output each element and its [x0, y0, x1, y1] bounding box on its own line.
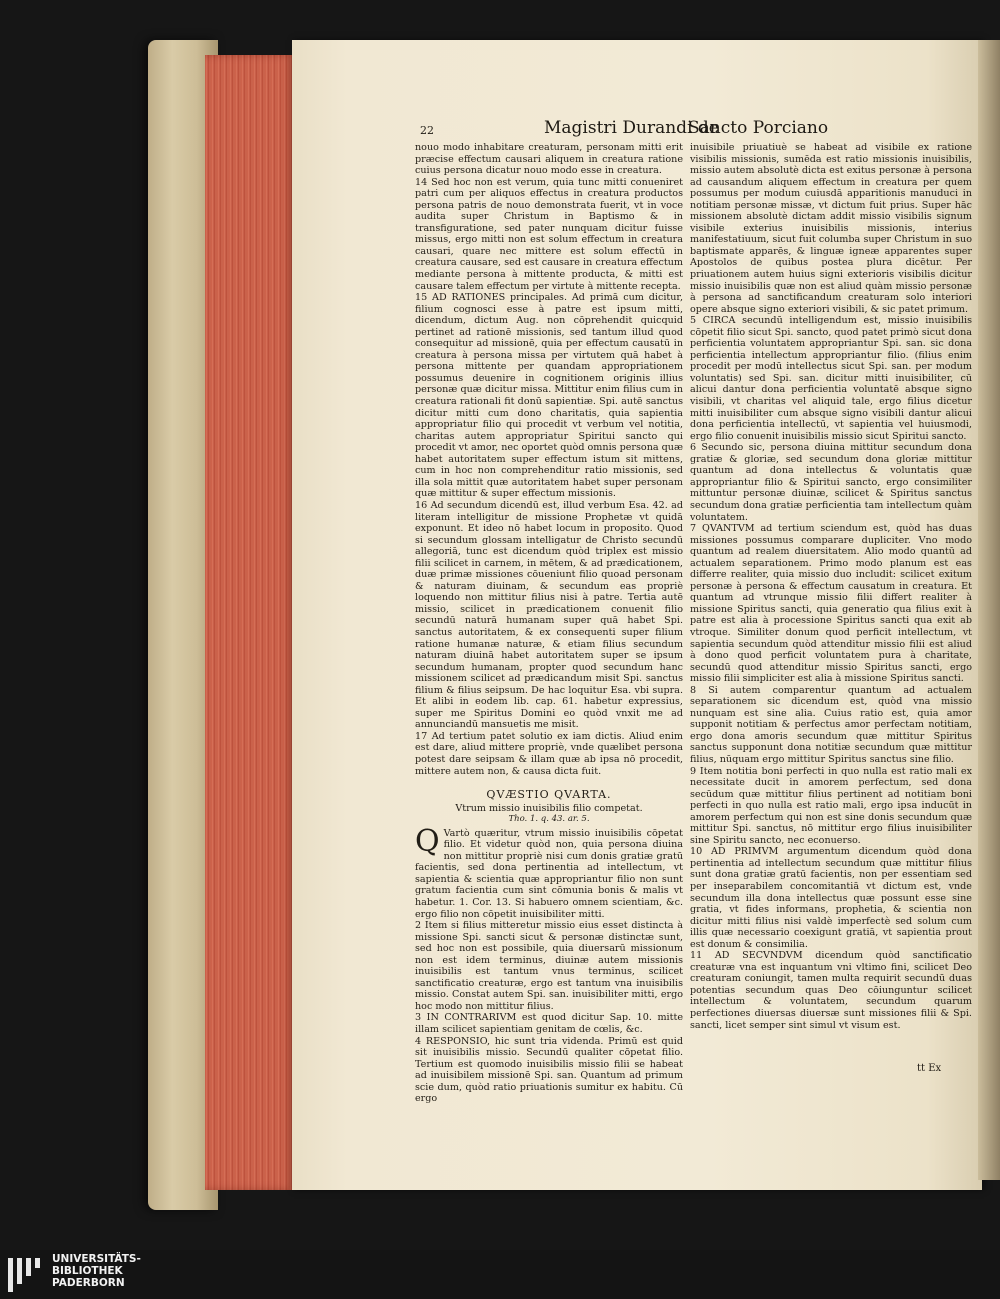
catchword: tt Ex [917, 1063, 942, 1074]
paragraph-5: 5 CIRCA secundū intelligendum est, missio inuisibilis cōpetit filio sicut Spi. sancto, quod patet primò sicut dona perficientia voluntatem appropriantur Spi. san. sic dona perficientia intellectum appropriantur filio. (filius enim procedit per modū intellectus sicut Spi. san. per modum voluntatis) sed Spi. san. dicitur mitti inuisibiliter, cū alicui dantur dona perficientia voluntatē absque signo visibili, vt charitas vel aliquid tale, ergo filius dicetur mitti inuisibiliter cum absque signo visibili dantur alicui dona perficientia intellectū, vt sapientia vel huiusmodi, ergo filio conuenit inuisibilis missio sicut Spiritui sancto. [690, 315, 972, 442]
right-text-column [690, 142, 972, 1072]
paragraph-17: 17 Ad tertium patet solutio ex iam dictis. Aliud enim est dare, aliud mittere propriè, vnde quælibet persona potest dare seipsam & illam quæ ab ipsa nō procedit, mittere autem non, & causa dicta fuit. [415, 730, 683, 777]
paragraph-10: 10 AD PRIMVM argumentum dicendum quòd dona pertinentia ad intellectum secundum quæ mittitur filius sunt dona gratiæ gratū facientis, non per essentiam sed per inseparabilem concomitantiā vt dictum est, vnde secundum illa dona intellectus quæ possunt esse sine gratia, vt fides informans, prophetia, & scientia non dicitur mitti filius nisi valdè imperfectè sed solum cum illis quæ necessario coexigunt gratiā, vt sapientia prout est donum & consimilia. [690, 846, 972, 950]
paragraph-1-text: Vartò quæritur, vtrum missio inuisibilis cōpetat filio. Et videtur quòd non, quia persona diuina non mittitur propriè nisi cum donis gratiæ gratū facientis, sed dona pertinentia ad intellectum, vt sapientia & scientia quæ appropriantur filio non sunt gratum facientia cum sint cōmunia bonis & malis vt habetur. 1. Cor. 13. Si habuero omnem scientiam, &c. ergo filio non cōpetit inuisibiliter mitti. [415, 827, 683, 920]
paragraph-7: 7 QVANTVM ad tertium sciendum est, quòd has duas missiones possumus comparare dupliciter. Vno modo quantum ad realem diuersitatem. Alio modo quantū ad actualem separationem. Primo modo planum est eas differre realiter, quia missio duo includit: scilicet exitum personæ à persona & effectum causatum in creatura. Et quantum ad vtrunque missio filii differt realiter à missione Spiritus sancti, quia generatio qua filius exit à patre est alia à processione Spiritus sancti qua exit ab vtroque. Similiter donum quod perficit intellectum, vt sapientia secundum quòd attenditur missio filii est aliud à dono quod perficit voluntatem pura à charitate, secundū quod attenditur missio Spiritus sancti, ergo missio filii simpliciter est alia à missione Spiritus sancti. [690, 523, 972, 685]
question-subtitle: Vtrum missio inuisibilis filio competat. [455, 802, 643, 814]
library-logo-icon [8, 1258, 42, 1292]
paragraph: nouo modo inhabitare creaturam, personam mitti erit præcise effectum causari aliquem in creatura ratione cuius persona dicatur nouo modo esse in creatura. [415, 142, 683, 177]
left-text-column [415, 142, 683, 1105]
drop-cap: Q [415, 823, 440, 859]
paragraph-8: 8 Si autem comparentur quantum ad actualem separationem sic dicendum est, quòd vna missio nunquam est sine alia. Cuius ratio est, quia amor supponit notitiam & perfectus amor perfectam notitiam, ergo dona amoris secundum quæ mittitur Spiritus sanctus supponunt dona notitiæ secundum quæ mittitur filius, nūquam ergo mittitur Spiritus sanctus sine filio. [690, 684, 972, 765]
running-head [420, 118, 980, 142]
right-page-curl [978, 40, 1000, 1180]
running-head-right: Sancto Porciano [688, 118, 829, 138]
library-name-line1: UNIVERSITÄTS- [52, 1253, 141, 1265]
paragraph-6: 6 Secundo sic, persona diuina mittitur secundum dona gratiæ & gloriæ, sed secundum dona gloriæ mittitur quantum ad dona intellectus & voluntatis quæ appropriantur filio & Spiritui sancto, ergo consimiliter mittuntur personæ diuinæ, scilicet & Spiritus sanctus secundum dona gratiæ perficientia tam intellectum quàm voluntatem. [690, 442, 972, 523]
paragraph: inuisibile priuatiuè se habeat ad visibile ex ratione visibilis missionis, sumēda est ratio missionis inuisibilis, missio autem absolutè dicta est exitus personæ à persona ad causandum aliquem effectum in creatura per quem possumus per modum cuiusdā apparitionis manuduci in notitiam personæ missæ, vt dictum fuit prius. Super hāc missionem absolutè dictam addit missio visibilis signum visibile exterius inuisibilis missionis, interius manifestatiuum, sicut fuit columba super Christum in suo baptismate apparēs, & linguæ igneæ apparentes super Apostolos de quibus postea plura dicētur. Per priuationem autem huius signi exterioris visibilis dicitur missio inuisibilis quæ non est aliud quàm missio personæ à persona ad sanctificandum creaturam solo interiori opere absque signo exteriori visibili, & sic patet primum. [690, 142, 972, 315]
library-name-line3: PADERBORN [52, 1277, 125, 1289]
question-reference: Tho. 1. q. 43. ar. 5. [508, 814, 590, 825]
paragraph-15: 15 AD RATIONES principales. Ad primā cum dicitur, filium cognosci esse à patre est ipsum mitti, dicendum, dictum Aug. non cōprehendit quicquid pertinet ad rationē missionis, sed tantum illud quod consequitur ad missionē, quia per effectum causatū in creatura à persona missa per virtutem quā habet à persona mittente per quandam appropriationem possumus deuenire in cognitionem originis illius personæ quæ dicitur missa. Mittitur enim filius cum in creatura rationali fit donū sapientiæ. Spi. autē sanctus dicitur mitti cum dono charitatis, quia sapientia appropriatur filio qui procedit vt verbum vel notitia, charitas autem appropriatur Spiritui sancto qui procedit vt amor, nec oportet quòd omnis persona quæ habet autoritatem super effectum istum sit mittens, cum in hoc non comprehenditur ratio missionis, sed illa sola mittit quæ autoritatem habet super personam quæ mittitur & super effectum missionis. [415, 292, 683, 500]
paragraph-3: 3 IN CONTRARIVM est quod dicitur Sap. 10. mitte illam scilicet sapientiam genitam de cœlis, &c. [415, 1012, 683, 1036]
paragraph-11: 11 AD SECVNDVM dicendum quòd sanctificatio creaturæ vna est inquantum vni vltimo fini, scilicet Deo creaturam coniungit, tamen multa requirit secundū duas potentias secundum quas Deo cōiunguntur scilicet intellectum & voluntatem, secundum quarum perfectiones diuersas diuersæ sunt missiones filii & Spi. sancti, licet semper sint simul vt visum est. [690, 950, 972, 1031]
paragraph-14: 14 Sed hoc non est verum, quia tunc mitti conueniret patri cum per aliquos effectus in creatura productos persona patris de nouo demonstrata fuerit, vt in voce audita super Christum in Baptismo & in transfiguratione, sed pater nunquam dicitur fuisse missus, ergo mitti non est solum effectum in creatura causari, quare nec mittere est solum effectū in creatura causare, sed est causare in creatura effectum mediante persona à mittente producta, & mitti est causare talem effectum per virtute à mittente recepta. [415, 176, 683, 292]
question-heading: QVÆSTIO QVARTA. [486, 788, 612, 802]
library-footer [0, 1250, 1000, 1299]
paragraph-1 [415, 823, 683, 920]
paragraph-2: 2 Item si filius mitteretur missio eius esset distincta à missione Spi. sancti sicut & personæ distinctæ sunt, sed hoc non est possibile, quia diuersarū missionum non est idem terminus, diuinæ autem missionis inuisibilis est tantum vnus terminus, scilicet sanctificatio creaturæ, ergo est tantum vna inuisibilis missio. Constat autem Spi. san. inuisibiliter mitti, ergo hoc modo non mittitur filius. [415, 920, 683, 1012]
running-head-left: Magistri Durandi de [544, 118, 719, 138]
red-page-edges [205, 55, 295, 1190]
paragraph-16: 16 Ad secundum dicendū est, illud verbum Esa. 42. ad literam intelligitur de missione Prophetæ vt quidā exponunt. Et ideo nō habet locum in proposito. Quod si secundum glossam intelligatur de Christo secundū allegoriā, tunc est dicendum quòd triplex est missio filii scilicet in carnem, in mētem, & ad prædicationem, duæ primæ missiones cōueniunt filio quoad personam & naturam diuinam, & secundum eas propriè loquendo non mittitur filius nisi à patre. Tertia autē missio, scilicet in prædicationem conuenit filio secundū naturā humanam super quā habet Spi. sanctus autoritatem, & ex consequenti super filium ratione humanæ naturæ, & etiam filius secundum naturam diuinā habet autoritatem super se ipsum secundum humanam, propter quod secundum hanc missionem scilicet ad prædicandum misit Spi. sanctus filium & filius seipsum. De hac loquitur Esa. vbi supra. Et alibi in eodem lib. cap. 61. habetur expressius, super me Spiritus Domini eo quòd vnxit me ad annunciandū mansuetis me misit. [415, 499, 683, 731]
library-name [52, 1253, 141, 1289]
page-number: 22 [420, 124, 434, 137]
paragraph-9: 9 Item notitia boni perfecti in quo nulla est ratio mali ex necessitate ducit in amorem perfectum, sed dona secūdum quæ mittitur filius pertinent ad notitiam boni perfecti in quo nulla est ratio mali, ergo ipsa inducūt in amorem perfectum qui non est sine donis secundum quæ mittitur Spi. sanctus, nō mittitur ergo filius inuisibiliter sine Spiritu sancto, nec econuerso. [690, 765, 972, 846]
library-name-line2: BIBLIOTHEK [52, 1265, 123, 1277]
paragraph-4: 4 RESPONSIO, hic sunt tria videnda. Primū est quid sit inuisibilis missio. Secundū qualiter cōpetat filio. Tertium est quomodo inuisibilis missio filii se habeat ad inuisibilem missionē Spi. san. Quantum ad primum scie dum, quòd ratio priuationis sumitur ex habitu. Cū ergo [415, 1035, 683, 1105]
